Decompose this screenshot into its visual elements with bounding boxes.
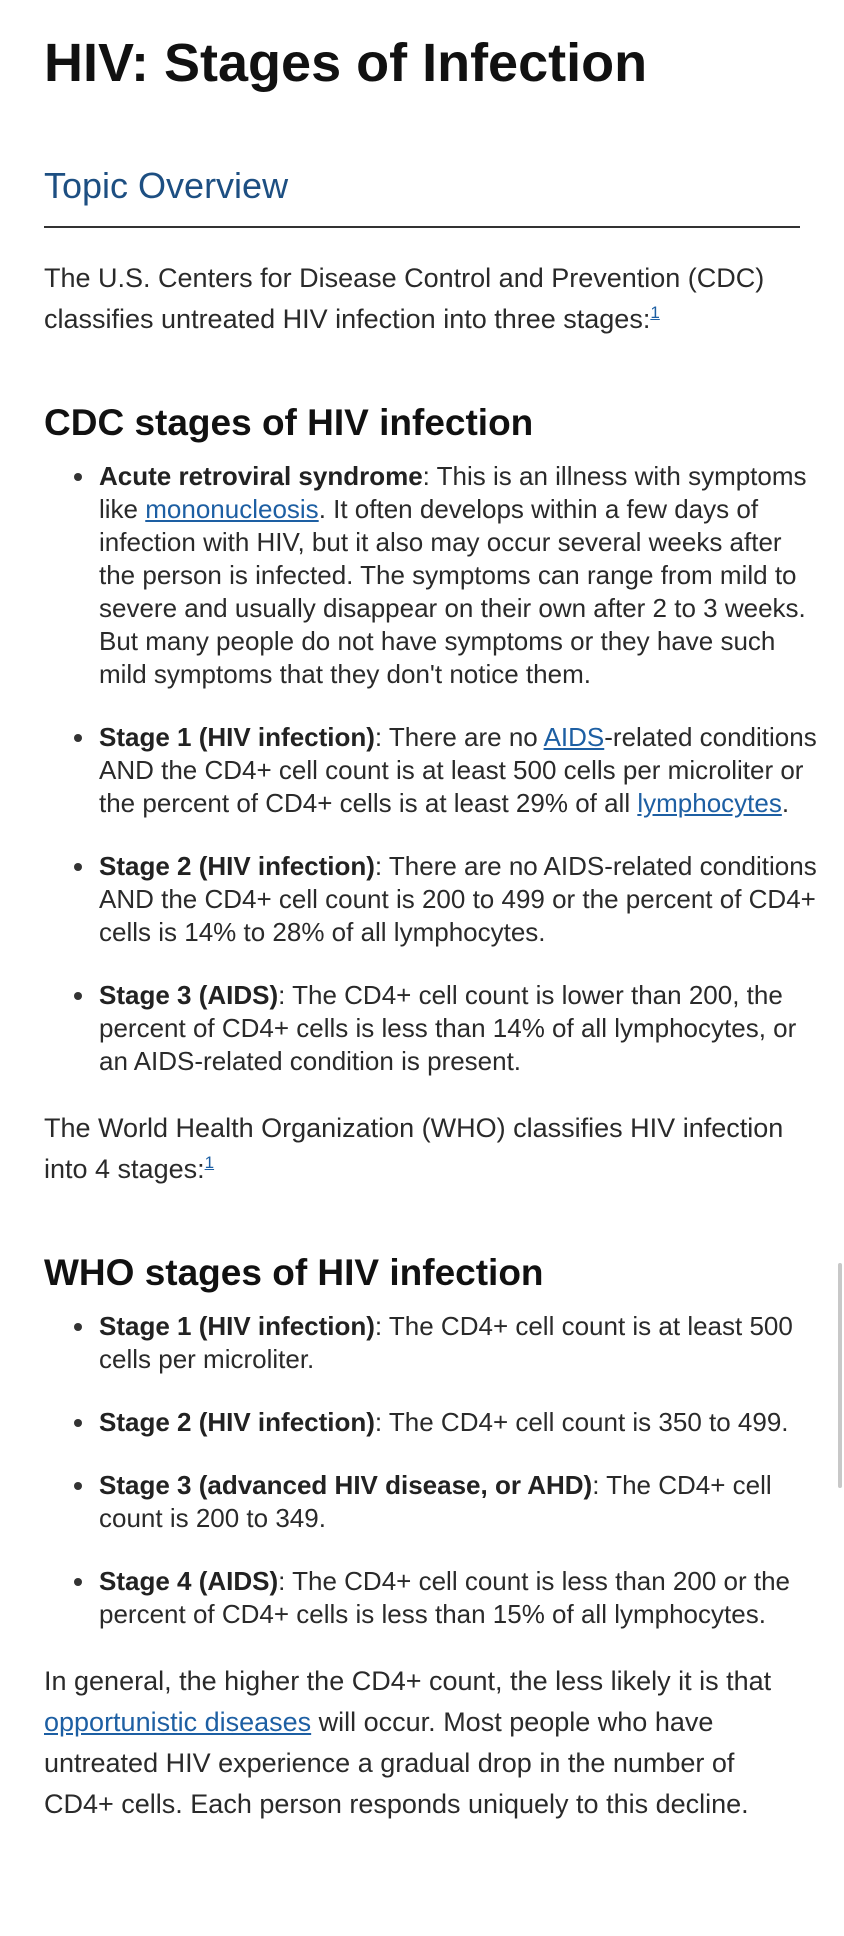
divider [44, 226, 800, 228]
stage-text: : The CD4+ cell count is 350 to 499. [374, 1407, 789, 1437]
closing-paragraph [44, 1661, 800, 1825]
aids-link[interactable]: AIDS [543, 722, 605, 752]
stage-term: Acute retroviral syndrome [99, 461, 423, 491]
stage-term: Stage 1 (HIV infection) [99, 1311, 375, 1341]
stage-text: : The CD4+ cell count is at least 500 cells per microliter. [99, 1311, 793, 1374]
stage-text: . [781, 788, 790, 818]
list-item [99, 1565, 819, 1631]
stage-term: Stage 3 (AIDS) [99, 980, 279, 1010]
opportunistic-diseases-link[interactable]: opportunistic diseases [44, 1707, 312, 1737]
stage-term: Stage 1 (HIV infection) [99, 722, 375, 752]
cdc-stages-list [44, 460, 817, 1078]
list-item [99, 979, 819, 1078]
who-stages-list [44, 1310, 800, 1631]
stage-term: Stage 4 (AIDS) [99, 1566, 279, 1596]
cdc-intro-text: The U.S. Centers for Disease Control and Prevention (CDC) classifies untreated HIV infection into three stages: [44, 263, 765, 334]
stage-text: : The CD4+ cell count is lower than 200, the percent of CD4+ cells is less than 14% of all lymphocytes, or an AIDS-related condition is present. [99, 980, 797, 1076]
section-title-topic-overview: Topic Overview [44, 165, 289, 206]
scrollbar[interactable] [838, 1263, 842, 1488]
stage-term: Stage 3 (advanced HIV disease, or AHD) [99, 1470, 593, 1500]
footnote-link[interactable]: 1 [204, 1153, 215, 1172]
stage-text: : There are no AIDS-related conditions AND the CD4+ cell count is 200 to 499 or the percent of CD4+ cells is 14% to 28% of all lymphocytes. [99, 851, 817, 947]
cdc-intro-paragraph [44, 258, 800, 340]
list-item [99, 850, 819, 949]
stage-term: Stage 2 (HIV infection) [99, 851, 375, 881]
list-item [99, 1310, 819, 1376]
list-item [99, 721, 819, 820]
who-intro-text: The World Health Organization (WHO) classifies HIV infection into 4 stages: [44, 1113, 784, 1184]
stage-text: . It often develops within a few days of infection with HIV, but it also may occur several weeks after the person is infected. The symptoms can range from mild to severe and usually disappear on their own after 2 to 3 weeks. But many people do not have symptoms or they have such mild symptoms that they don't notice them. [99, 494, 806, 689]
list-item [99, 1469, 819, 1535]
stage-text: -related conditions AND the CD4+ cell count is at least 500 cells per microliter or the percent of CD4+ cells is at least 29% of all [99, 722, 817, 818]
stage-text: : There are no [374, 722, 544, 752]
stage-term: Stage 2 (HIV infection) [99, 1407, 375, 1437]
footnote-link[interactable]: 1 [650, 303, 660, 322]
who-stages-heading: WHO stages of HIV infection [44, 1252, 544, 1293]
stage-text: : The CD4+ cell count is 200 to 349. [99, 1470, 772, 1533]
closing-text: In general, the higher the CD4+ count, the less likely it is that [44, 1666, 772, 1696]
who-intro-paragraph [44, 1108, 800, 1190]
list-item [99, 1406, 819, 1439]
lymphocytes-link[interactable]: lymphocytes [637, 788, 782, 818]
stage-text: : The CD4+ cell count is less than 200 or the percent of CD4+ cells is less than 15% of all lymphocytes. [99, 1566, 791, 1629]
closing-text: will occur. Most people who have untreated HIV experience a gradual drop in the number of CD4+ cells. Each person responds uniquely to this decline. [44, 1707, 749, 1819]
mononucleosis-link[interactable]: mononucleosis [145, 494, 319, 524]
page-title: HIV: Stages of Infection [44, 33, 648, 93]
list-item [99, 460, 819, 691]
stage-text: : This is an illness with symptoms like [99, 461, 807, 524]
cdc-stages-heading: CDC stages of HIV infection [44, 402, 534, 443]
